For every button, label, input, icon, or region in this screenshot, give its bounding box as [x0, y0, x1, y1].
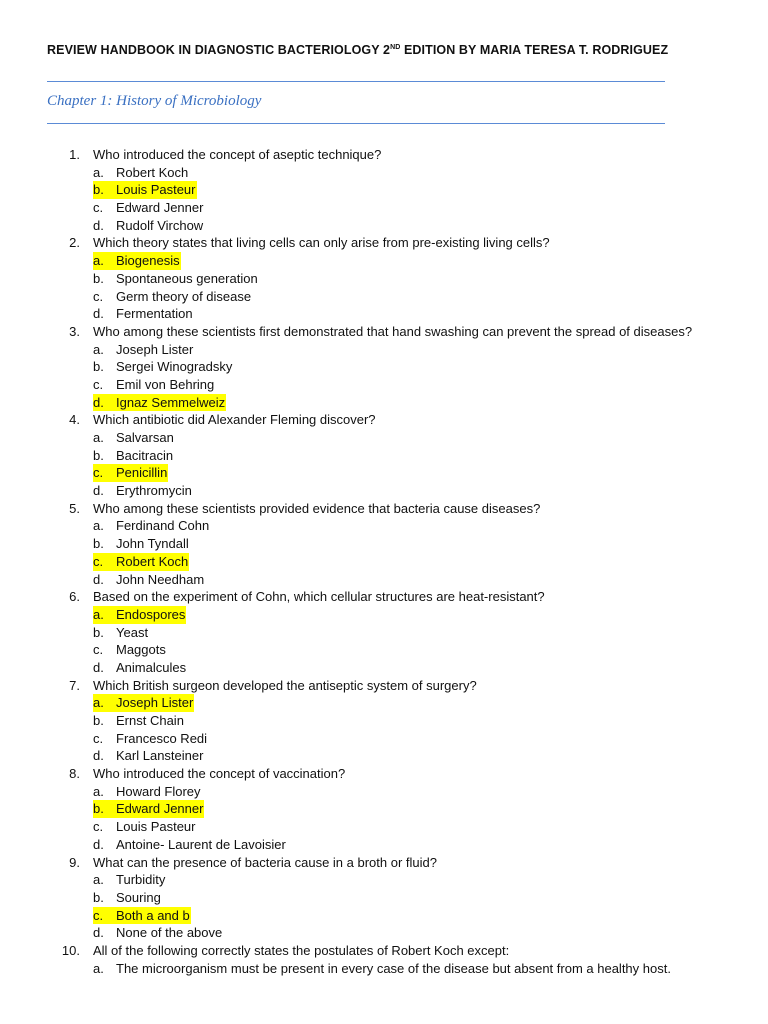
answer-option: [0, 889, 768, 907]
answer-option: [0, 429, 768, 447]
answer-option: [0, 571, 768, 589]
option-letter: d.: [93, 659, 104, 675]
answer-option: [0, 252, 768, 270]
option-letter: c.: [93, 819, 104, 835]
question-text: Which antibiotic did Alexander Fleming discover?: [93, 412, 376, 428]
answer-option-text: [93, 535, 189, 553]
answer-option-text: [93, 712, 184, 730]
option-label: Salvarsan: [116, 430, 174, 445]
answer-option: [0, 482, 768, 500]
question-number: 2.: [69, 235, 80, 251]
option-label: John Tyndall: [116, 536, 189, 552]
option-label: Joseph Lister: [116, 695, 194, 711]
answer-option-text: [93, 429, 174, 447]
option-letter: c.: [93, 288, 104, 304]
question-list: [0, 146, 768, 977]
option-letter: b.: [93, 359, 104, 375]
question-number: 4.: [69, 412, 80, 428]
option-letter: d.: [93, 925, 104, 941]
answer-option-text: [93, 924, 222, 942]
answer-option: [0, 341, 768, 359]
answer-option: [0, 517, 768, 535]
question-item: [0, 677, 768, 695]
option-label: Penicillin: [116, 465, 168, 481]
option-letter: b.: [93, 536, 104, 552]
answer-option: [0, 800, 768, 818]
answer-option: [0, 712, 768, 730]
answer-option: [0, 907, 768, 925]
question-number: 8.: [69, 766, 80, 782]
option-letter: c.: [93, 553, 104, 569]
option-letter: c.: [93, 465, 104, 481]
option-letter: b.: [93, 270, 104, 286]
option-label: Edward Jenner: [116, 200, 204, 216]
answer-option-text: [93, 960, 671, 978]
answer-option: [0, 606, 768, 624]
question-item: [0, 942, 768, 960]
answer-option-highlighted: [93, 553, 189, 571]
option-label: Robert Koch: [116, 553, 189, 569]
option-label: Erythromycin: [116, 483, 192, 499]
answer-option: [0, 624, 768, 642]
option-letter: a.: [93, 606, 104, 622]
option-letter: d.: [93, 394, 104, 410]
answer-option-text: [93, 482, 192, 500]
option-letter: c.: [93, 376, 104, 392]
header-rule-bottom: [47, 123, 665, 124]
header-title-superscript: ND: [390, 44, 401, 51]
option-label: Spontaneous generation: [116, 270, 258, 286]
answer-option-text: [93, 783, 201, 801]
answer-option-text: [93, 447, 173, 465]
option-label: Bacitracin: [116, 447, 174, 463]
answer-option: [0, 181, 768, 199]
answer-option: [0, 535, 768, 553]
option-letter: b.: [93, 889, 104, 905]
option-label: Louis Pasteur: [116, 182, 196, 198]
question-item: [0, 323, 768, 341]
question-item: [0, 146, 768, 164]
option-letter: b.: [93, 624, 104, 640]
option-label: Ferdinand Cohn: [116, 518, 210, 534]
option-label: Biogenesis: [116, 253, 180, 269]
question-number: 3.: [69, 323, 80, 339]
question-number: 9.: [69, 854, 80, 870]
answer-option-text: [93, 889, 161, 907]
question-text: Which British surgeon developed the antiseptic system of surgery?: [93, 677, 477, 693]
option-label: Joseph Lister: [116, 341, 194, 357]
answer-option-text: [93, 747, 203, 765]
option-letter: a.: [93, 518, 104, 534]
answer-option-text: [93, 871, 165, 889]
option-label: Howard Florey: [116, 783, 201, 799]
question-item: [0, 500, 768, 518]
answer-option-highlighted: [93, 606, 186, 624]
answer-option: [0, 659, 768, 677]
option-letter: a.: [93, 430, 104, 445]
answer-option-text: [93, 376, 214, 394]
option-letter: d.: [93, 483, 104, 499]
option-label: Edward Jenner: [116, 801, 204, 817]
answer-option-text: [93, 571, 204, 589]
answer-option: [0, 553, 768, 571]
option-label: Fermentation: [116, 306, 193, 322]
answer-option-text: [93, 288, 251, 306]
answer-option: [0, 376, 768, 394]
question-text: All of the following correctly states the postulates of Robert Koch except:: [93, 942, 510, 958]
answer-option-text: [93, 270, 258, 288]
answer-option: [0, 358, 768, 376]
option-label: Karl Lansteiner: [116, 748, 204, 764]
answer-option: [0, 217, 768, 235]
answer-option: [0, 836, 768, 854]
answer-option-text: [93, 641, 166, 659]
answer-option-highlighted: [93, 800, 204, 818]
answer-option: [0, 164, 768, 182]
question-text: Which theory states that living cells can only arise from pre-existing living cells?: [93, 235, 550, 251]
option-letter: a.: [93, 960, 104, 976]
document-header: [47, 43, 668, 57]
option-letter: b.: [93, 801, 104, 817]
option-label: Ernst Chain: [116, 713, 184, 728]
answer-option: [0, 730, 768, 748]
answer-option-highlighted: [93, 252, 181, 270]
question-number: 7.: [69, 677, 80, 693]
option-letter: c.: [93, 200, 104, 216]
question-item: [0, 765, 768, 783]
option-label: Animalcules: [116, 659, 187, 675]
option-label: Germ theory of disease: [116, 288, 252, 304]
answer-option-text: [93, 358, 232, 376]
question-item: [0, 411, 768, 429]
answer-option-text: [93, 818, 196, 836]
answer-option-highlighted: [93, 464, 168, 482]
answer-option: [0, 871, 768, 889]
answer-option-text: [93, 305, 193, 323]
answer-option: [0, 199, 768, 217]
option-letter: c.: [93, 642, 104, 658]
answer-option-highlighted: [93, 394, 226, 412]
option-letter: a.: [93, 783, 104, 799]
question-number: 1.: [69, 147, 80, 162]
option-letter: d.: [93, 217, 104, 233]
option-letter: a.: [93, 253, 104, 269]
option-label: Antoine- Laurent de Lavoisier: [116, 836, 286, 852]
answer-option-text: [93, 217, 203, 235]
option-label: Robert Koch: [116, 164, 189, 180]
question-item: [0, 588, 768, 606]
header-title-main: REVIEW HANDBOOK IN DIAGNOSTIC BACTERIOLOGY 2: [47, 43, 391, 57]
option-label: Souring: [116, 889, 161, 905]
question-text: What can the presence of bacteria cause in a broth or fluid?: [93, 854, 437, 870]
question-number: 5.: [69, 500, 80, 516]
question-number: 6.: [69, 589, 80, 605]
question-text: Based on the experiment of Cohn, which cellular structures are heat-resistant?: [93, 589, 545, 605]
option-letter: d.: [93, 836, 104, 852]
option-label: Rudolf Virchow: [116, 217, 204, 233]
option-label: Endospores: [116, 606, 186, 622]
answer-option: [0, 747, 768, 765]
option-letter: c.: [93, 730, 104, 746]
chapter-title: Chapter 1: History of Microbiology: [47, 93, 262, 109]
question-text: Who introduced the concept of vaccination?: [93, 766, 346, 782]
option-label: None of the above: [116, 925, 223, 941]
answer-option-text: [93, 659, 186, 677]
question-text: Who introduced the concept of aseptic technique?: [93, 147, 382, 162]
question-item: [0, 854, 768, 872]
answer-option: [0, 447, 768, 465]
answer-option: [0, 270, 768, 288]
question-number: 10.: [61, 942, 80, 958]
answer-option: [0, 394, 768, 412]
answer-option: [0, 783, 768, 801]
option-letter: b.: [93, 713, 104, 728]
answer-option-highlighted: [93, 694, 194, 712]
option-label: Maggots: [116, 642, 166, 658]
answer-option-text: [93, 341, 193, 359]
answer-option-text: [93, 517, 209, 535]
answer-option-highlighted: [93, 907, 191, 925]
header-rule-top: [47, 81, 665, 82]
option-label: Turbidity: [116, 872, 166, 888]
answer-option-text: [93, 199, 203, 217]
answer-option: [0, 288, 768, 306]
option-letter: b.: [93, 447, 104, 463]
answer-option: [0, 924, 768, 942]
answer-option: [0, 305, 768, 323]
option-label: Ignaz Semmelweiz: [116, 394, 226, 410]
option-letter: d.: [93, 306, 104, 322]
option-letter: a.: [93, 164, 104, 180]
option-letter: b.: [93, 182, 104, 198]
answer-option-text: [93, 836, 286, 854]
option-letter: a.: [93, 695, 104, 711]
answer-option-highlighted: [93, 181, 197, 199]
option-label: John Needham: [116, 571, 205, 587]
answer-option: [0, 960, 768, 978]
question-text: Who among these scientists provided evidence that bacteria cause diseases?: [93, 500, 541, 516]
answer-option: [0, 464, 768, 482]
header-title-rest: EDITION BY MARIA TERESA T. RODRIGUEZ: [400, 43, 669, 57]
option-letter: a.: [93, 872, 104, 888]
option-letter: a.: [93, 341, 104, 357]
option-letter: d.: [93, 571, 104, 587]
answer-option-text: [93, 164, 188, 182]
option-label: Both a and b: [116, 907, 190, 923]
answer-option-text: [93, 624, 148, 642]
answer-option: [0, 818, 768, 836]
option-label: The microorganism must be present in every case of the disease but absent from a healthy host.: [116, 960, 671, 976]
answer-option-text: [93, 730, 207, 748]
answer-option: [0, 694, 768, 712]
option-label: Yeast: [116, 624, 149, 640]
question-item: [0, 234, 768, 252]
option-label: Emil von Behring: [116, 376, 215, 392]
answer-option: [0, 641, 768, 659]
option-letter: d.: [93, 748, 104, 764]
option-label: Sergei Winogradsky: [116, 359, 233, 375]
option-letter: c.: [93, 907, 104, 923]
option-label: Louis Pasteur: [116, 819, 196, 835]
option-label: Francesco Redi: [116, 730, 208, 746]
question-text: Who among these scientists first demonstrated that hand swashing can prevent the spread of diseases?: [93, 323, 693, 339]
